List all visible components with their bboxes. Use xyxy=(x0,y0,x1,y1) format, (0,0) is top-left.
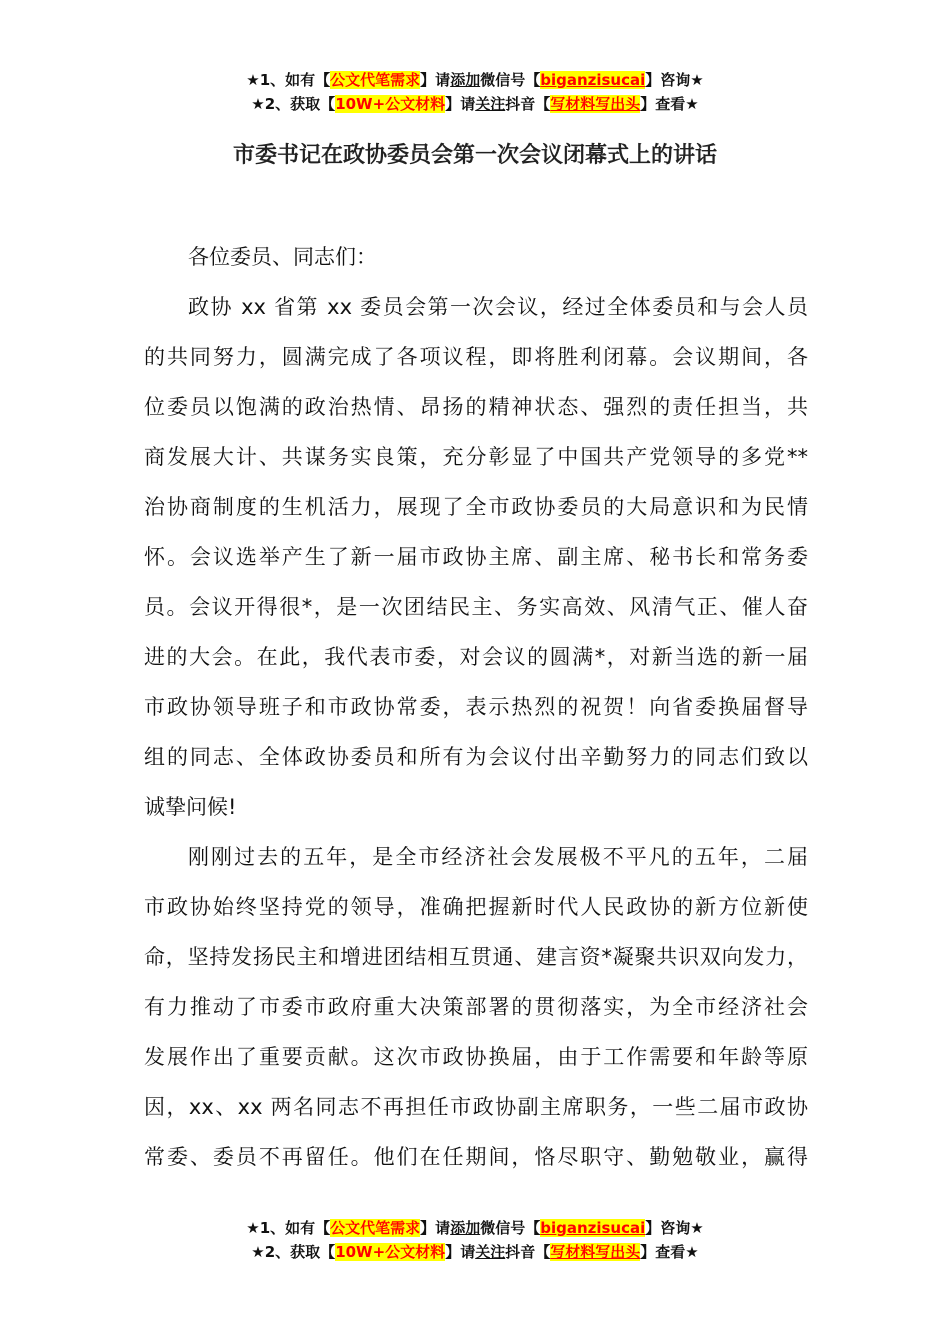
text-line: 常委、委员不再留任。他们在任期间，恪尽职守、勤勉敬业，赢得 xyxy=(144,1145,808,1169)
text-line: 政协 xx 省第 xx 委员会第一次会议，经过全体委员和与会人员 xyxy=(188,295,808,319)
text-line: 发展作出了重要贡献。这次市政协换届，由于工作需要和年龄等原 xyxy=(144,1045,808,1069)
banner-text: 抖音【 xyxy=(505,1243,551,1261)
douyin-account-link[interactable]: 写材料写出头 xyxy=(550,95,641,113)
banner-text: 】查看★ xyxy=(640,95,699,113)
banner-text: ★1、如有【 xyxy=(246,1219,331,1237)
highlight-ghostwriting: 公文代笔需求 xyxy=(330,71,421,89)
text-line: 组的同志、全体政协委员和所有为会议付出辛勤努力的同志们致以 xyxy=(144,745,808,769)
underlined-follow: 关注 xyxy=(475,95,506,113)
header-banner xyxy=(0,68,950,116)
banner-line-2 xyxy=(0,92,950,116)
text-line: 怀。会议选举产生了新一届市政协主席、副主席、秘书长和常务委 xyxy=(144,545,808,569)
highlight-materials: 10W+公文材料 xyxy=(335,1243,446,1261)
banner-text: 】咨询★ xyxy=(645,71,704,89)
banner-text: ★2、获取【 xyxy=(251,95,336,113)
highlight-materials: 10W+公文材料 xyxy=(335,95,446,113)
banner-text: 】查看★ xyxy=(640,1243,699,1261)
wechat-id-link[interactable]: biganzisucai xyxy=(540,71,646,89)
salutation: 各位委员、同志们： xyxy=(188,245,377,269)
text-line: 有力推动了市委市政府重大决策部署的贯彻落实，为全市经济社会 xyxy=(144,995,808,1019)
wechat-id-link[interactable]: biganzisucai xyxy=(540,1219,646,1237)
text-line: 市政协始终坚持党的领导，准确把握新时代人民政协的新方位新使 xyxy=(144,895,808,919)
paragraph-1 xyxy=(144,282,808,832)
banner-text: 】请 xyxy=(420,1219,451,1237)
banner-line-1 xyxy=(0,1216,950,1240)
highlight-ghostwriting: 公文代笔需求 xyxy=(330,1219,421,1237)
text-line: 位委员以饱满的政治热情、昂扬的精神状态、强烈的责任担当，共 xyxy=(144,395,808,419)
document-title: 市委书记在政协委员会第一次会议闭幕式上的讲话 xyxy=(232,143,717,168)
banner-text: 微信号【 xyxy=(480,71,541,89)
text-line: 市政协领导班子和市政协常委，表示热烈的祝贺！向省委换届督导 xyxy=(144,695,808,719)
footer-banner xyxy=(0,1216,950,1264)
banner-text: 】请 xyxy=(420,71,451,89)
text-line: 命，坚持发扬民主和增进团结相互贯通、建言资*凝聚共识双向发力， xyxy=(144,945,808,969)
text-line: 员。会议开得很*，是一次团结民主、务实高效、风清气正、催人奋 xyxy=(144,595,808,619)
underlined-follow: 关注 xyxy=(475,1243,506,1261)
text-line: 治协商制度的生机活力，展现了全市政协委员的大局意识和为民情 xyxy=(144,495,808,519)
banner-text: 】咨询★ xyxy=(645,1219,704,1237)
text-line: 刚刚过去的五年，是全市经济社会发展极不平凡的五年，二届 xyxy=(188,845,808,869)
banner-line-2 xyxy=(0,1240,950,1264)
text-line: 的共同努力，圆满完成了各项议程，即将胜利闭幕。会议期间，各 xyxy=(144,345,808,369)
underlined-add: 添加 xyxy=(450,71,481,89)
text-line: 因，xx、xx 两名同志不再担任市政协副主席职务，一些二届市政协 xyxy=(144,1095,808,1119)
paragraph-2 xyxy=(144,832,808,1182)
text-line: 商发展大计、共谋务实良策，充分彰显了中国共产党领导的多党** xyxy=(144,445,808,469)
banner-line-1 xyxy=(0,68,950,92)
banner-text: 】请 xyxy=(445,95,476,113)
banner-text: 】请 xyxy=(445,1243,476,1261)
banner-text: 抖音【 xyxy=(505,95,551,113)
banner-text: ★2、获取【 xyxy=(251,1243,336,1261)
document-body xyxy=(144,232,808,1182)
banner-text: ★1、如有【 xyxy=(246,71,331,89)
banner-text: 微信号【 xyxy=(480,1219,541,1237)
text-line: 诚挚问候! xyxy=(144,795,237,819)
douyin-account-link[interactable]: 写材料写出头 xyxy=(550,1243,641,1261)
underlined-add: 添加 xyxy=(450,1219,481,1237)
text-line: 进的大会。在此，我代表市委，对会议的圆满*，对新当选的新一届 xyxy=(144,645,808,669)
